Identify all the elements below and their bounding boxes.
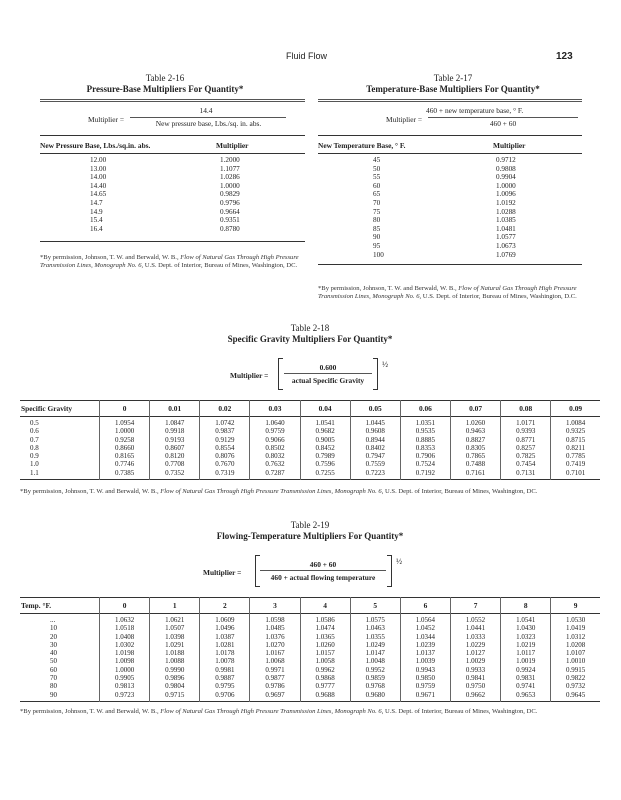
table-cell: 1.0084 0.9325 0.8715 0.8211 0.7785 0.7419 0.7101 [551,417,600,480]
formula-numerator: 460 + 60 [309,560,337,569]
column-header: 0.07 [450,401,500,417]
column-header: 0 [100,401,150,417]
table-cell: 1.0445 0.9608 0.8944 0.8402 0.7947 0.7559 0.7223 [350,417,400,480]
table-cell: 0.5 0.6 0.7 0.8 0.9 1.0 1.1 [30,419,39,477]
table-number: Table 2-17 [433,73,473,83]
footnote: *By permission, Johnson, T. W. and Berwald, W. B., Flow of Natural Gas Through High Pressure Transmission Lines, Monograph No. 6, U.S. Dept. of Interior, Bureau of Mines, Washington, DC. [20,488,538,495]
specific-gravity-table [20,400,600,480]
table-cell: ... 10 20 30 40 50 60 70 80 90 [50,616,57,699]
table-cell: 1.0847 0.9918 0.9193 0.8607 0.8120 0.7708 0.7352 [150,417,200,480]
multiplier-label: Multiplier = [386,115,422,124]
table-title: Flowing-Temperature Multipliers For Quantity* [216,531,404,541]
column-header: Specific Gravity [21,404,73,413]
formula-denominator: 460 + actual flowing temperature [270,573,376,582]
table-cell: 1.0541 0.9682 0.9005 0.8452 0.7989 0.7596 0.7255 [300,417,350,480]
table-number: Table 2-19 [290,520,330,530]
column-header: 0.08 [501,401,551,417]
column-header: 3 [250,598,300,614]
exponent: ½ [382,360,388,369]
table-cell: 1.0530 1.0419 1.0312 1.0208 1.0107 1.0010 0.9915 0.9822 0.9732 0.9645 [551,614,600,702]
column-header: 0.05 [350,401,400,417]
table-cell: 1.0552 1.0441 1.0333 1.0229 1.0127 1.0029 0.9933 0.9841 0.9750 0.9662 [450,614,500,702]
pressure-base-values: 12.00 13.00 14.00 14.40 14.65 14.7 14.9 15.4 16.4 [90,156,107,233]
column-header: 9 [551,598,600,614]
table-cell: 1.0598 1.0485 1.0376 1.0270 1.0167 1.0068 0.9971 0.9877 0.9786 0.9697 [250,614,300,702]
table-title: Specific Gravity Multipliers For Quantity* [227,334,393,344]
column-header: 0.01 [150,401,200,417]
table-title: Pressure-Base Multipliers For Quantity* [86,84,244,94]
table-cell: 1.0575 1.0463 1.0355 1.0249 1.0147 1.0048 0.9952 0.9859 0.9768 0.9680 [350,614,400,702]
exponent: ½ [396,557,402,566]
column-header: Multiplier [216,141,249,150]
column-header: 6 [400,598,450,614]
footnote: *By permission, Johnson, T. W. and Berwald, W. B., Flow of Natural Gas Through High Pressure Transmission Lines, Monograph No. 6, U.S. Dept. of Interior, Bureau of Mines, Washington, DC. [20,708,538,715]
column-header: 0.03 [250,401,300,417]
column-header: 0.04 [300,401,350,417]
multiplier-values: 0.9712 0.9808 0.9904 1.0000 1.0096 1.0192 1.0288 1.0385 1.0481 1.0577 1.0673 1.0769 [496,156,516,259]
running-header-title: Fluid Flow [286,51,328,61]
column-header: 0 [100,598,150,614]
table-2-19-caption [160,520,460,542]
multiplier-label: Multiplier = [203,568,242,577]
formula-denominator: actual Specific Gravity [291,376,365,385]
table-number: Table 2-16 [145,73,185,83]
table-cell: 1.0742 0.9837 0.9129 0.8554 0.8076 0.7670 0.7319 [200,417,250,480]
table-cell: 1.0954 1.0000 0.9258 0.8660 0.8165 0.7746 0.7385 [100,417,150,480]
table-cell: 1.0541 1.0430 1.0323 1.0219 1.0117 1.0019 0.9924 0.9831 0.9741 0.9653 [501,614,551,702]
table-cell: 1.0564 1.0452 1.0344 1.0239 1.0137 1.0039 0.9943 0.9850 0.9759 0.9671 [400,614,450,702]
column-header: 7 [450,598,500,614]
table-number: Table 2-18 [290,323,330,333]
formula-denominator: New pressure base, Lbs./sq. in. abs. [155,119,262,128]
formula-numerator: 0.600 [319,363,337,372]
column-header: 4 [300,598,350,614]
table-2-17-caption [318,73,588,95]
column-header: 1 [150,598,200,614]
column-header: New Pressure Base, Lbs./sq.in. abs. [40,141,151,150]
temperature-base-values: 45 50 55 60 65 70 75 80 85 90 95 100 [373,156,384,259]
column-header: Temp. °F. [21,601,52,610]
table-title: Temperature-Base Multipliers For Quantity* [366,84,540,94]
table-cell: 1.0632 1.0518 1.0408 1.0302 1.0198 1.0098 1.0000 0.9905 0.9813 0.9723 [100,614,150,702]
column-header: 8 [501,598,551,614]
column-header: 0.06 [400,401,450,417]
flowing-temperature-table [20,597,600,702]
column-header: 0.02 [200,401,250,417]
formula-denominator: 460 + 60 [489,119,517,128]
table-cell: 1.0171 0.9393 0.8771 0.8257 0.7825 0.7454 0.7131 [501,417,551,480]
table-2-16-caption [40,73,290,95]
table-cell: 1.0586 1.0474 1.0365 1.0260 1.0157 1.0058 0.9962 0.9868 0.9777 0.9688 [300,614,350,702]
multiplier-values: 1.2000 1.1077 1.0286 1.0000 0.9829 0.9796 0.9664 0.9351 0.8780 [220,156,240,233]
page-number: 123 [556,51,573,62]
column-header: 5 [350,598,400,614]
column-header: New Temperature Base, ° F. [318,141,406,150]
footnote: *By permission, Johnson, T. W. and Berwald, W. B., Flow of Natural Gas Through High Pressure Transmission Lines, Monograph No. 6, U.S. Dept. of Interior, Bureau of Mines, Washington, DC. [40,254,299,270]
multiplier-label: Multiplier = [230,371,269,380]
table-cell: 1.0640 0.9759 0.9066 0.8502 0.8032 0.7632 0.7287 [250,417,300,480]
column-header: 2 [200,598,250,614]
table-2-18-caption [160,323,460,345]
multiplier-label: Multiplier = [88,115,124,124]
column-header: Multiplier [493,141,526,150]
formula-numerator: 460 + new temperature base, ° F. [426,106,524,115]
table-cell: 1.0621 1.0507 1.0398 1.0291 1.0188 1.0088 0.9990 0.9896 0.9804 0.9715 [150,614,200,702]
formula-numerator: 14.4 [199,106,213,115]
table-cell: 1.0351 0.9535 0.8885 0.8353 0.7906 0.7524 0.7192 [400,417,450,480]
table-cell: 1.0609 1.0496 1.0387 1.0281 1.0178 1.0078 0.9981 0.9887 0.9795 0.9706 [200,614,250,702]
table-cell: 1.0260 0.9463 0.8827 0.8305 0.7865 0.7488 0.7161 [450,417,500,480]
footnote: *By permission, Johnson, T. W. and Berwald, W. B., Flow of Natural Gas Through High Pressure Transmission Lines, Monograph No. 6, U.S. Dept. of Interior, Bureau of Mines, Washington, D.C. [318,285,577,301]
column-header: 0.09 [551,401,600,417]
